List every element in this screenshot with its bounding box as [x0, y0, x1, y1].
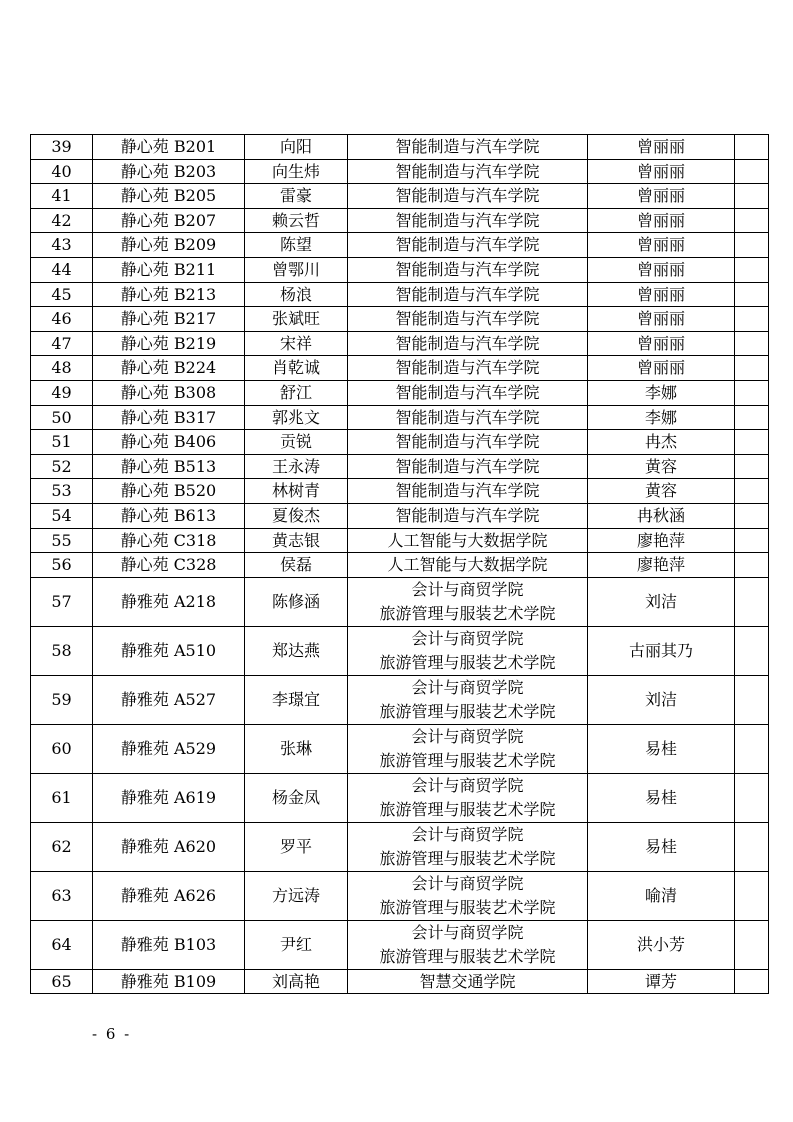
- college-name: 智慧交通学院: [419, 971, 516, 991]
- student-name-cell: 贡锐: [245, 430, 348, 455]
- note-cell: [735, 405, 769, 430]
- table-row: [31, 208, 769, 233]
- tutor-cell: 黄容: [588, 454, 735, 479]
- row-number-cell: 49: [31, 380, 93, 405]
- room-cell: 静雅苑 A626: [93, 871, 245, 920]
- note-cell: [735, 257, 769, 282]
- note-cell: [735, 380, 769, 405]
- tutor-cell: 刘洁: [588, 675, 735, 724]
- college-cell: [348, 356, 588, 381]
- college-name: 智能制造与汽车学院: [395, 481, 540, 501]
- college-cell: [348, 135, 588, 160]
- table-row: [31, 577, 769, 626]
- room-cell: 静雅苑 B103: [93, 920, 245, 969]
- college-cell: [348, 331, 588, 356]
- note-cell: [735, 553, 769, 578]
- note-cell: [735, 626, 769, 675]
- college-cell: [348, 159, 588, 184]
- note-cell: [735, 528, 769, 553]
- tutor-cell: 曾丽丽: [588, 257, 735, 282]
- room-cell: 静心苑 B201: [93, 135, 245, 160]
- row-number-cell: 55: [31, 528, 93, 553]
- room-cell: 静心苑 B211: [93, 257, 245, 282]
- note-cell: [735, 208, 769, 233]
- college-cell: [348, 577, 588, 626]
- row-number-cell: 57: [31, 577, 93, 626]
- note-cell: [735, 675, 769, 724]
- college-name: 智能制造与汽车学院: [395, 432, 540, 452]
- table-row: [31, 626, 769, 675]
- table-row: [31, 920, 769, 969]
- college-cell: [348, 307, 588, 332]
- college-cell: [348, 503, 588, 528]
- college-name: 旅游管理与服装艺术学院: [379, 897, 556, 917]
- tutor-cell: 曾丽丽: [588, 307, 735, 332]
- student-name-cell: 郭兆文: [245, 405, 348, 430]
- tutor-cell: 李娜: [588, 380, 735, 405]
- college-name: 智能制造与汽车学院: [395, 210, 540, 230]
- note-cell: [735, 135, 769, 160]
- college-name: 智能制造与汽车学院: [395, 407, 540, 427]
- roster-body: [31, 135, 769, 994]
- tutor-cell: 易桂: [588, 773, 735, 822]
- student-name-cell: 向生炜: [245, 159, 348, 184]
- table-row: [31, 822, 769, 871]
- student-name-cell: 雷豪: [245, 184, 348, 209]
- row-number-cell: 52: [31, 454, 93, 479]
- tutor-cell: 冉杰: [588, 430, 735, 455]
- student-name-cell: 陈望: [245, 233, 348, 258]
- college-cell: [348, 822, 588, 871]
- student-name-cell: 杨浪: [245, 282, 348, 307]
- student-name-cell: 陈修涵: [245, 577, 348, 626]
- college-name: 智能制造与汽车学院: [395, 137, 540, 156]
- student-name-cell: 王永涛: [245, 454, 348, 479]
- tutor-cell: 曾丽丽: [588, 331, 735, 356]
- tutor-cell: 刘洁: [588, 577, 735, 626]
- room-cell: 静心苑 B520: [93, 479, 245, 504]
- note-cell: [735, 724, 769, 773]
- table-row: [31, 969, 769, 994]
- college-name: 会计与商贸学院: [411, 923, 524, 943]
- college-cell: [348, 871, 588, 920]
- college-name: 旅游管理与服装艺术学院: [379, 848, 556, 868]
- tutor-cell: 曾丽丽: [588, 208, 735, 233]
- college-cell: [348, 184, 588, 209]
- row-number-cell: 44: [31, 257, 93, 282]
- note-cell: [735, 479, 769, 504]
- college-name: 旅游管理与服装艺术学院: [379, 750, 556, 770]
- row-number-cell: 54: [31, 503, 93, 528]
- college-cell: [348, 920, 588, 969]
- tutor-cell: 冉秋涵: [588, 503, 735, 528]
- college-name: 会计与商贸学院: [411, 678, 524, 698]
- row-number-cell: 46: [31, 307, 93, 332]
- room-cell: 静雅苑 A510: [93, 626, 245, 675]
- college-cell: [348, 626, 588, 675]
- room-cell: 静心苑 B317: [93, 405, 245, 430]
- college-cell: [348, 257, 588, 282]
- table-row: [31, 135, 769, 160]
- table-row: [31, 724, 769, 773]
- college-cell: [348, 430, 588, 455]
- college-name: 智能制造与汽车学院: [395, 505, 540, 525]
- tutor-cell: 廖艳萍: [588, 528, 735, 553]
- table-row: [31, 307, 769, 332]
- college-cell: [348, 528, 588, 553]
- tutor-cell: 廖艳萍: [588, 553, 735, 578]
- college-name: 旅游管理与服装艺术学院: [379, 652, 556, 672]
- tutor-cell: 曾丽丽: [588, 135, 735, 160]
- college-cell: [348, 724, 588, 773]
- student-name-cell: 刘高艳: [245, 969, 348, 994]
- student-name-cell: 李璟宜: [245, 675, 348, 724]
- table-row: [31, 479, 769, 504]
- row-number-cell: 60: [31, 724, 93, 773]
- college-name: 智能制造与汽车学院: [395, 456, 540, 476]
- note-cell: [735, 871, 769, 920]
- room-cell: 静心苑 C318: [93, 528, 245, 553]
- student-name-cell: 林树青: [245, 479, 348, 504]
- table-row: [31, 675, 769, 724]
- table-row: [31, 454, 769, 479]
- room-cell: 静雅苑 A619: [93, 773, 245, 822]
- college-name: 旅游管理与服装艺术学院: [379, 603, 556, 623]
- row-number-cell: 56: [31, 553, 93, 578]
- tutor-cell: 谭芳: [588, 969, 735, 994]
- row-number-cell: 58: [31, 626, 93, 675]
- college-name: 旅游管理与服装艺术学院: [379, 799, 556, 819]
- row-number-cell: 43: [31, 233, 93, 258]
- tutor-cell: 易桂: [588, 724, 735, 773]
- page-number: - 6 -: [92, 1025, 132, 1043]
- room-cell: 静心苑 B209: [93, 233, 245, 258]
- row-number-cell: 61: [31, 773, 93, 822]
- room-cell: 静心苑 B613: [93, 503, 245, 528]
- row-number-cell: 45: [31, 282, 93, 307]
- college-name: 智能制造与汽车学院: [395, 309, 540, 329]
- college-cell: [348, 380, 588, 405]
- college-name: 智能制造与汽车学院: [395, 382, 540, 402]
- note-cell: [735, 356, 769, 381]
- college-cell: [348, 773, 588, 822]
- room-cell: 静雅苑 A620: [93, 822, 245, 871]
- note-cell: [735, 430, 769, 455]
- student-name-cell: 舒江: [245, 380, 348, 405]
- student-name-cell: 郑达燕: [245, 626, 348, 675]
- row-number-cell: 47: [31, 331, 93, 356]
- table-row: [31, 871, 769, 920]
- note-cell: [735, 577, 769, 626]
- college-name: 智能制造与汽车学院: [395, 333, 540, 353]
- room-cell: 静雅苑 B109: [93, 969, 245, 994]
- room-cell: 静雅苑 A527: [93, 675, 245, 724]
- table-row: [31, 553, 769, 578]
- row-number-cell: 48: [31, 356, 93, 381]
- college-name: 会计与商贸学院: [411, 825, 524, 845]
- note-cell: [735, 282, 769, 307]
- tutor-cell: 曾丽丽: [588, 233, 735, 258]
- note-cell: [735, 331, 769, 356]
- room-cell: 静心苑 B224: [93, 356, 245, 381]
- row-number-cell: 59: [31, 675, 93, 724]
- student-name-cell: 夏俊杰: [245, 503, 348, 528]
- student-name-cell: 侯磊: [245, 553, 348, 578]
- college-name: 人工智能与大数据学院: [387, 555, 548, 575]
- row-number-cell: 64: [31, 920, 93, 969]
- college-name: 智能制造与汽车学院: [395, 259, 540, 279]
- student-name-cell: 张琳: [245, 724, 348, 773]
- college-cell: [348, 208, 588, 233]
- table-row: [31, 528, 769, 553]
- note-cell: [735, 233, 769, 258]
- table-row: [31, 159, 769, 184]
- room-cell: 静心苑 B219: [93, 331, 245, 356]
- table-row: [31, 184, 769, 209]
- student-name-cell: 方远涛: [245, 871, 348, 920]
- college-name: 会计与商贸学院: [411, 629, 524, 649]
- college-cell: [348, 454, 588, 479]
- room-cell: 静心苑 C328: [93, 553, 245, 578]
- college-name: 智能制造与汽车学院: [395, 186, 540, 206]
- note-cell: [735, 822, 769, 871]
- row-number-cell: 51: [31, 430, 93, 455]
- student-name-cell: 杨金凤: [245, 773, 348, 822]
- note-cell: [735, 920, 769, 969]
- table-row: [31, 773, 769, 822]
- student-name-cell: 肖乾诚: [245, 356, 348, 381]
- note-cell: [735, 307, 769, 332]
- room-cell: 静心苑 B203: [93, 159, 245, 184]
- table-row: [31, 233, 769, 258]
- room-cell: 静雅苑 A218: [93, 577, 245, 626]
- tutor-cell: 曾丽丽: [588, 282, 735, 307]
- student-name-cell: 罗平: [245, 822, 348, 871]
- student-name-cell: 张斌旺: [245, 307, 348, 332]
- student-name-cell: 向阳: [245, 135, 348, 160]
- college-cell: [348, 479, 588, 504]
- table-row: [31, 380, 769, 405]
- note-cell: [735, 184, 769, 209]
- college-name: 旅游管理与服装艺术学院: [379, 701, 556, 721]
- college-cell: [348, 675, 588, 724]
- tutor-cell: 曾丽丽: [588, 159, 735, 184]
- room-cell: 静心苑 B205: [93, 184, 245, 209]
- college-name: 智能制造与汽车学院: [395, 161, 540, 181]
- college-name: 智能制造与汽车学院: [395, 284, 540, 304]
- note-cell: [735, 503, 769, 528]
- student-name-cell: 宋祥: [245, 331, 348, 356]
- student-name-cell: 尹红: [245, 920, 348, 969]
- table-row: [31, 356, 769, 381]
- row-number-cell: 39: [31, 135, 93, 160]
- dormitory-roster-table: [30, 134, 769, 994]
- student-name-cell: 赖云哲: [245, 208, 348, 233]
- table-row: [31, 282, 769, 307]
- table-row: [31, 503, 769, 528]
- note-cell: [735, 773, 769, 822]
- college-cell: [348, 405, 588, 430]
- tutor-cell: 古丽其乃: [588, 626, 735, 675]
- room-cell: 静心苑 B217: [93, 307, 245, 332]
- room-cell: 静心苑 B308: [93, 380, 245, 405]
- row-number-cell: 63: [31, 871, 93, 920]
- tutor-cell: 易桂: [588, 822, 735, 871]
- college-name: 会计与商贸学院: [411, 727, 524, 747]
- row-number-cell: 50: [31, 405, 93, 430]
- row-number-cell: 40: [31, 159, 93, 184]
- college-cell: [348, 969, 588, 994]
- college-cell: [348, 553, 588, 578]
- row-number-cell: 41: [31, 184, 93, 209]
- college-name: 会计与商贸学院: [411, 776, 524, 796]
- college-cell: [348, 233, 588, 258]
- college-name: 智能制造与汽车学院: [395, 235, 540, 255]
- row-number-cell: 65: [31, 969, 93, 994]
- room-cell: 静心苑 B207: [93, 208, 245, 233]
- table-row: [31, 405, 769, 430]
- college-name: 会计与商贸学院: [411, 874, 524, 894]
- table-row: [31, 331, 769, 356]
- room-cell: 静心苑 B406: [93, 430, 245, 455]
- table-row: [31, 257, 769, 282]
- college-name: 人工智能与大数据学院: [387, 530, 548, 550]
- note-cell: [735, 159, 769, 184]
- room-cell: 静心苑 B213: [93, 282, 245, 307]
- student-name-cell: 黄志银: [245, 528, 348, 553]
- tutor-cell: 李娜: [588, 405, 735, 430]
- row-number-cell: 62: [31, 822, 93, 871]
- note-cell: [735, 969, 769, 994]
- tutor-cell: 黄容: [588, 479, 735, 504]
- room-cell: 静雅苑 A529: [93, 724, 245, 773]
- college-name: 旅游管理与服装艺术学院: [379, 946, 556, 966]
- college-cell: [348, 282, 588, 307]
- row-number-cell: 53: [31, 479, 93, 504]
- tutor-cell: 洪小芳: [588, 920, 735, 969]
- tutor-cell: 曾丽丽: [588, 356, 735, 381]
- row-number-cell: 42: [31, 208, 93, 233]
- room-cell: 静心苑 B513: [93, 454, 245, 479]
- table-row: [31, 430, 769, 455]
- student-name-cell: 曾鄂川: [245, 257, 348, 282]
- tutor-cell: 曾丽丽: [588, 184, 735, 209]
- college-name: 会计与商贸学院: [411, 580, 524, 600]
- college-name: 智能制造与汽车学院: [395, 358, 540, 378]
- tutor-cell: 喻清: [588, 871, 735, 920]
- note-cell: [735, 454, 769, 479]
